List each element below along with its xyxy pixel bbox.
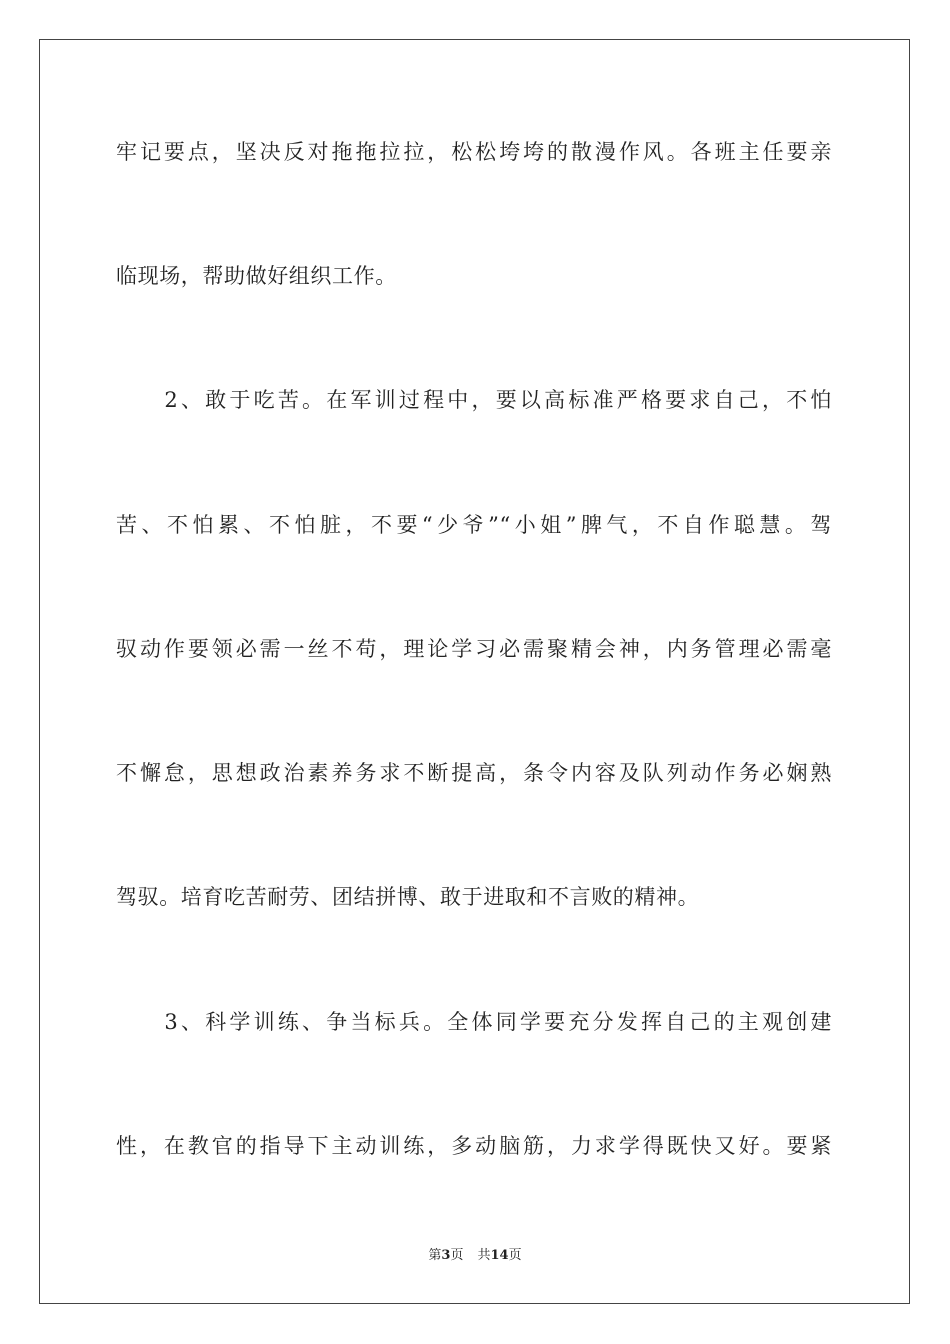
text-line-9: 性，在教官的指导下主动训练，多动脑筋，力求学得既快又好。要紧: [116, 1134, 832, 1158]
total-suffix: 页: [508, 1248, 522, 1263]
total-pages: 14: [490, 1248, 509, 1263]
page-suffix: 页: [450, 1248, 464, 1263]
text-line-4: 苦、不怕累、不怕脏，不要“少爷”“小姐”脾气，不自作聪慧。驾: [116, 513, 832, 537]
total-prefix: 共: [477, 1248, 491, 1263]
text-line-3: 2、敢于吃苦。在军训过程中，要以高标准严格要求自己，不怕: [116, 388, 832, 412]
text-line-8: 3、科学训练、争当标兵。全体同学要充分发挥自己的主观创建: [116, 1010, 832, 1034]
text-line-6: 不懈怠，思想政治素养务求不断提高，条令内容及队列动作务必娴熟: [116, 761, 832, 785]
page-footer: [0, 1247, 950, 1265]
text-line-2: 临现场，帮助做好组织工作。: [116, 264, 397, 288]
text-line-1: 牢记要点，坚决反对拖拖拉拉，松松垮垮的散漫作风。各班主任要亲: [116, 140, 832, 164]
text-line-7: 驾驭。培育吃苦耐劳、团结拼博、敢于进取和不言败的精神。: [116, 885, 700, 909]
page-border: [39, 39, 910, 1304]
page-prefix: 第: [428, 1248, 442, 1263]
text-line-5: 驭动作要领必需一丝不苟，理论学习必需聚精会神，内务管理必需毫: [116, 637, 832, 661]
page-number: 3: [441, 1248, 451, 1263]
